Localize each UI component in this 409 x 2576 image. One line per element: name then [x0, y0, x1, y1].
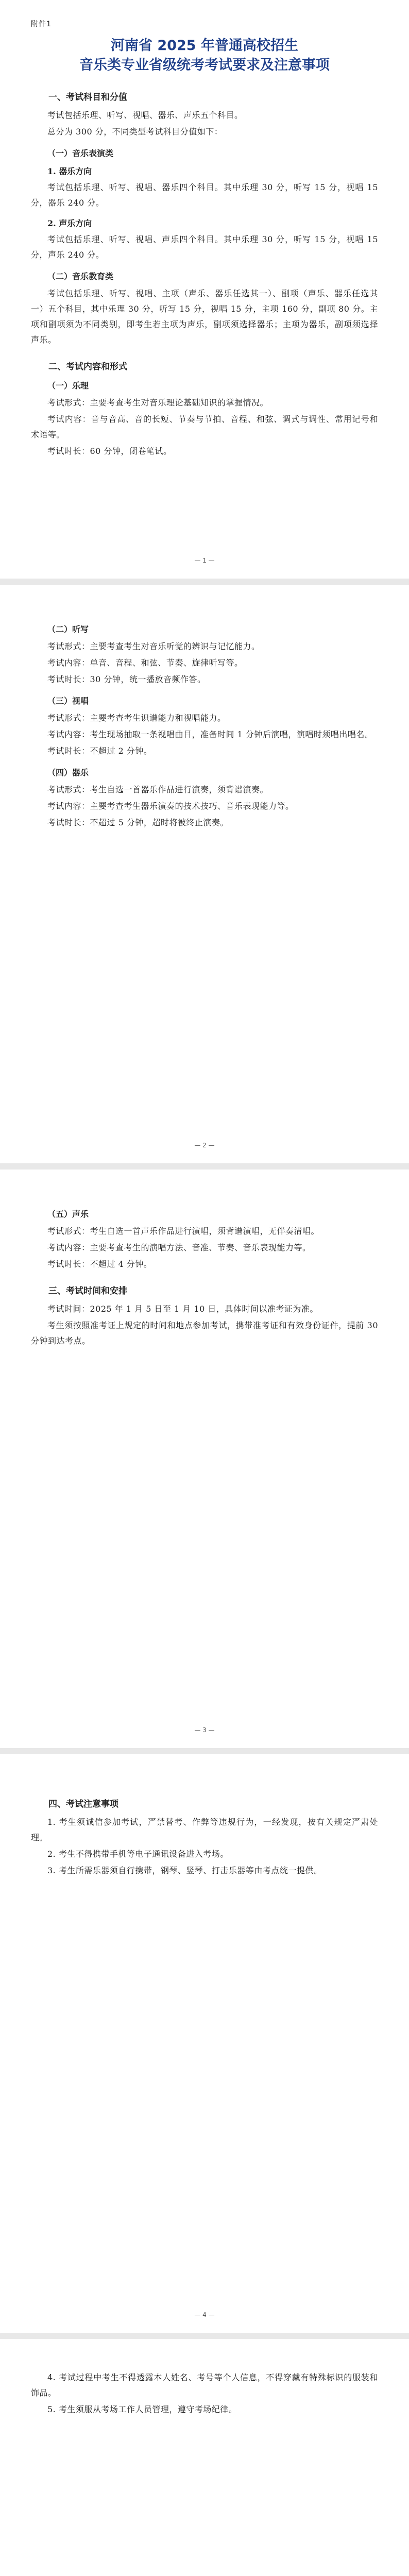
paragraph: 考试包括乐理、听写、视唱、器乐四个科目。其中乐理 30 分，听写 15 分，视唱 15 分，器乐 240 分。: [31, 182, 378, 208]
subsection-heading: （一）音乐表演类: [47, 148, 114, 158]
item-heading: 2. 声乐方向: [47, 218, 92, 228]
paragraph: 考试形式：主要考查考生识谱能力和视唱能力。: [47, 713, 226, 723]
paragraph: 5. 考生须服从考场工作人员管理，遵守考场纪律。: [47, 2404, 237, 2414]
paragraph: 考试时长：60 分钟，闭卷笔试。: [47, 446, 172, 456]
paragraph: 考试形式：考生自选一首器乐作品进行演奏，须背谱演奏。: [47, 785, 269, 794]
paragraph: 考试形式：主要考查考生对音乐听觉的辨识与记忆能力。: [47, 641, 260, 651]
title-line-2: 音乐类专业省级统考考试要求及注意事项: [79, 57, 330, 73]
paragraph: 考试包括乐理、听写、视唱、器乐、声乐五个科目。: [47, 110, 243, 120]
page-5: [0, 2339, 409, 2576]
paragraph: 考试时长：不超过 4 分钟。: [47, 1259, 152, 1269]
section-heading: 二、考试内容和形式: [48, 362, 127, 372]
page-number: — 4 —: [194, 2311, 215, 2318]
paragraph: 考试包括乐理、听写、视唱、声乐四个科目。其中乐理 30 分，听写 15 分，视唱 15 分，声乐 240 分。: [31, 234, 378, 260]
paragraph: 4. 考试过程中考生不得透露本人姓名、考号等个人信息，不得穿戴有特殊标识的服装和饰品。: [31, 2372, 378, 2398]
page-separator: [0, 1163, 409, 1170]
page-number: — 2 —: [194, 1142, 215, 1149]
page-number: — 1 —: [194, 557, 215, 564]
paragraph: 考试形式：主要考查考生对音乐理论基础知识的掌握情况。: [47, 398, 269, 408]
subsection-heading: （二）音乐教育类: [47, 272, 114, 281]
subsection-heading: （三）视唱: [47, 696, 89, 706]
paragraph: 3. 考生所需乐器须自行携带，钢琴、竖琴、打击乐器等由考点统一提供。: [47, 1866, 322, 1875]
paragraph: 考试形式：考生自选一首声乐作品进行演唱，须背谱演唱，无伴奏清唱。: [47, 1226, 320, 1236]
page-4: [0, 1754, 409, 2333]
subsection-heading: （五）声乐: [47, 1209, 89, 1219]
page-separator: [0, 579, 409, 585]
document-title: [31, 36, 378, 75]
paragraph: 考试内容：考生现场抽取一条视唱曲目，准备时间 1 分钟后演唱，演唱时须唱出唱名。: [47, 730, 373, 739]
paragraph: 考试内容：主要考查考生器乐演奏的技术技巧、音乐表现能力等。: [47, 801, 294, 811]
paragraph: 考试内容：单音、音程、和弦、节奏、旋律听写等。: [47, 658, 243, 668]
paragraph: 2. 考生不得携带手机等电子通讯设备进入考场。: [47, 1849, 229, 1859]
section-heading: 四、考试注意事项: [48, 1799, 118, 1809]
subsection-heading: （一）乐理: [47, 381, 89, 391]
paragraph: 考试时间：2025 年 1 月 5 日至 1 月 10 日，具体时间以准考证为准。: [47, 1304, 318, 1314]
subsection-heading: （二）听写: [47, 624, 89, 634]
paragraph: 考试包括乐理、听写、视唱、主项（声乐、器乐任选其一）、副项（声乐、器乐任选其一）五个科目，其中乐理 30 分，听写 15 分，视唱 15 分，主项 160 分，副项 80 分。主项和副项须为不同类别，即考生若主项为声乐，副项须选择器乐；主项为器乐，副项须选择声乐。: [31, 289, 378, 345]
title-line-1: 河南省 2025 年普通高校招生: [111, 38, 298, 54]
page-2: [0, 585, 409, 1163]
paragraph: 考试内容：音与音高、音的长短、节奏与节拍、音程、和弦、调式与调性、常用记号和术语等。: [31, 414, 378, 439]
paragraph: 考试时长：30 分钟，统一播放音频作答。: [47, 674, 206, 684]
paragraph: 总分为 300 分，不同类型考试科目分值如下：: [47, 127, 223, 137]
section-heading: 三、考试时间和安排: [48, 1286, 127, 1296]
section-heading: 一、考试科目和分值: [48, 92, 127, 103]
page-number: — 3 —: [194, 1726, 215, 1734]
page-1: [0, 0, 409, 579]
paragraph: 考试时长：不超过 5 分钟，超时将被终止演奏。: [47, 818, 229, 827]
item-heading: 1. 器乐方向: [47, 166, 92, 176]
page-separator: [0, 1748, 409, 1754]
paragraph: 考试时长：不超过 2 分钟。: [47, 746, 152, 756]
subsection-heading: （四）器乐: [47, 768, 89, 777]
paragraph: 考生须按照准考证上规定的时间和地点参加考试，携带准考证和有效身份证件，提前 30 分钟到达考点。: [31, 1320, 378, 1346]
paragraph: 1. 考生须诚信参加考试，严禁替考、作弊等违规行为，一经发现，按有关规定严肃处理。: [31, 1817, 378, 1842]
page-3: [0, 1170, 409, 1748]
paragraph: 考试内容：主要考查考生的演唱方法、音准、节奏、音乐表现能力等。: [47, 1243, 311, 1252]
attachment-label: 附件1: [31, 20, 52, 28]
page-separator: [0, 2333, 409, 2339]
